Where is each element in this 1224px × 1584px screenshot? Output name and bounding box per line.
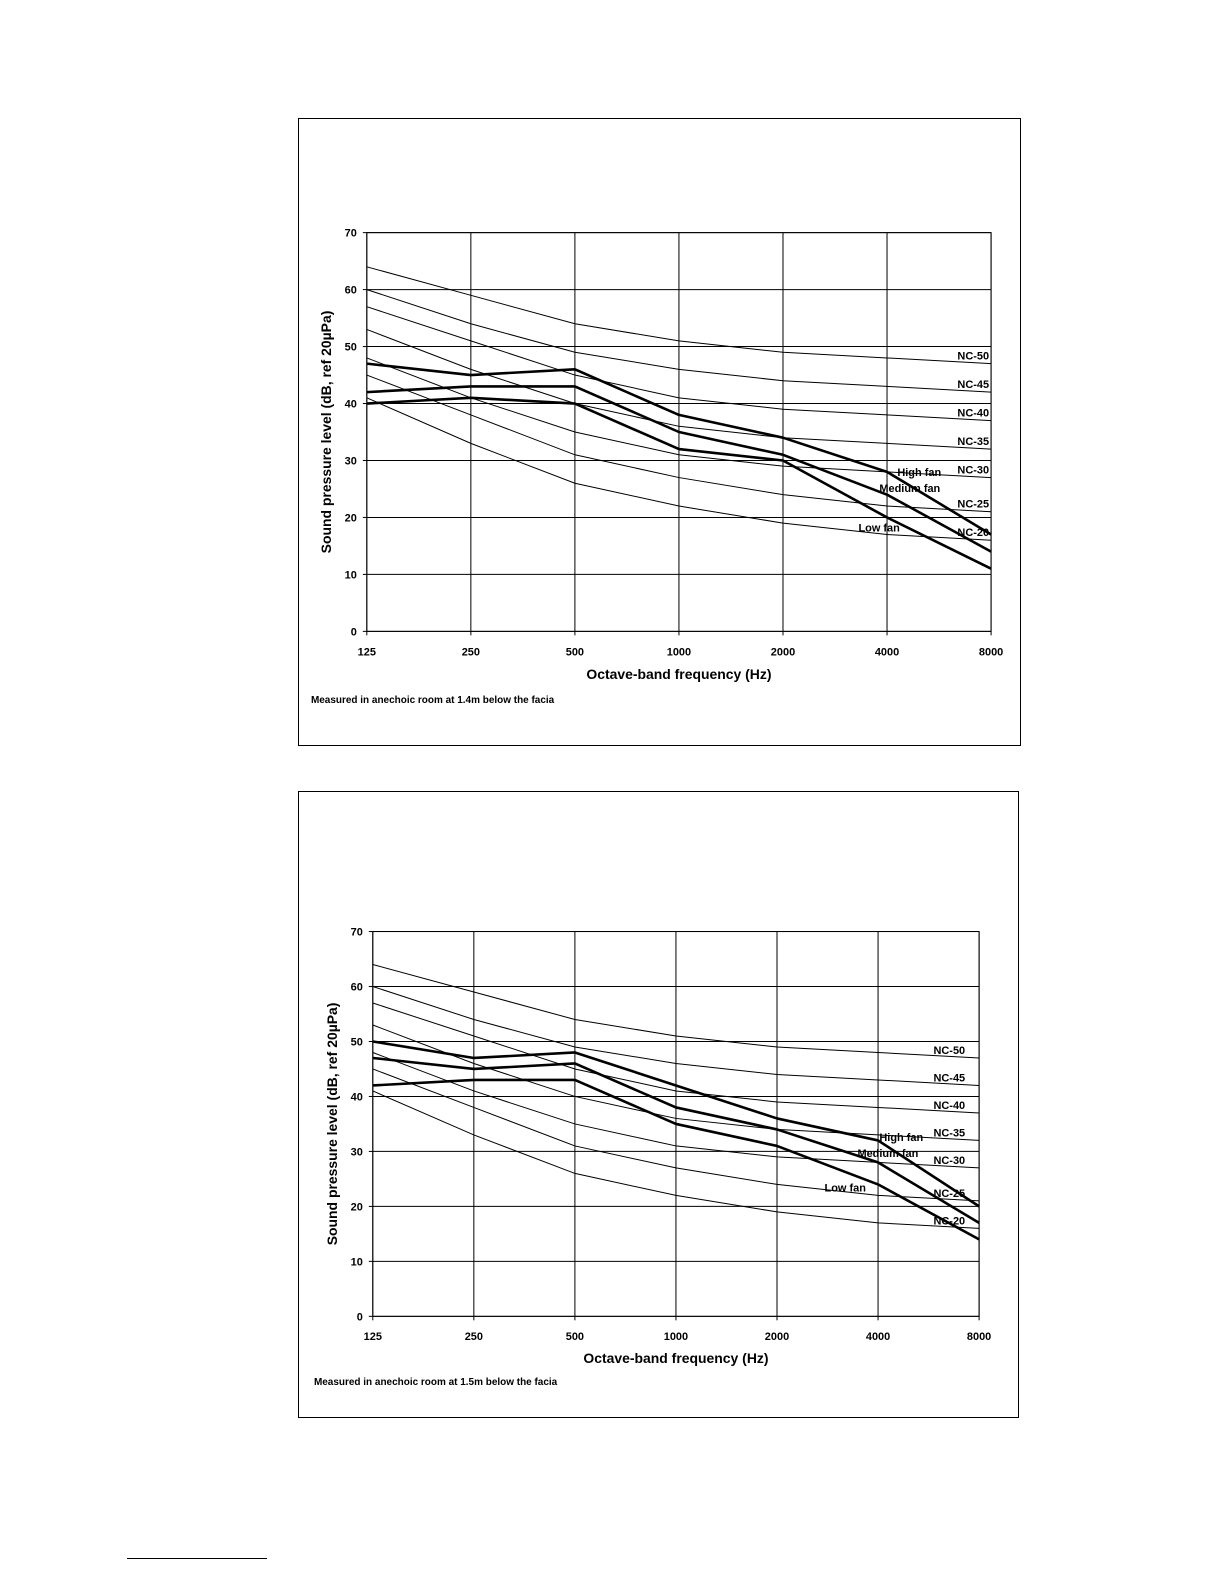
measurement-note: Measured in anechoic room at 1.4m below the facia (310, 695, 555, 707)
series-label: Medium fan (879, 482, 941, 495)
nc-curve-label: NC-50 (957, 350, 990, 363)
x-tick-label: 250 (461, 646, 480, 659)
x-axis-title: Octave-band frequency (Hz) (583, 1350, 769, 1367)
nc-curve-label: NC-20 (933, 1215, 966, 1228)
chart-panel-2 (298, 791, 1019, 1418)
nc-curve-label: NC-25 (957, 498, 990, 511)
series-label: Medium fan (857, 1147, 919, 1160)
x-tick-label: 500 (565, 646, 585, 659)
x-tick-label: 1000 (663, 1331, 689, 1344)
y-tick-label: 30 (344, 455, 357, 468)
x-tick-label: 500 (565, 1331, 585, 1344)
nc-curve-label: NC-30 (933, 1154, 966, 1167)
y-tick-label: 40 (344, 398, 357, 411)
y-tick-label: 10 (350, 1256, 363, 1269)
nc-curve-label: NC-25 (933, 1187, 966, 1200)
y-tick-label: 20 (344, 512, 357, 525)
y-tick-label: 50 (350, 1036, 363, 1049)
y-tick-label: 30 (350, 1146, 363, 1159)
x-tick-label: 4000 (865, 1331, 891, 1344)
x-tick-label: 125 (357, 646, 376, 659)
y-tick-label: 50 (344, 341, 357, 354)
series-label: Low fan (858, 522, 900, 535)
y-tick-label: 70 (350, 926, 363, 939)
nc-curve-label: NC-35 (957, 436, 990, 449)
y-tick-label: 60 (344, 284, 357, 297)
x-tick-label: 250 (464, 1331, 483, 1344)
x-tick-label: 125 (363, 1331, 382, 1344)
x-tick-label: 1000 (666, 646, 692, 659)
nc-curve-label: NC-40 (957, 407, 990, 420)
nc-curve-label: NC-30 (957, 464, 990, 477)
y-tick-label: 10 (344, 569, 357, 582)
y-axis-title: Sound pressure level (dB, ref 20µPa) (323, 1002, 340, 1246)
nc-curve-label: NC-20 (957, 527, 990, 540)
nc-curve-label: NC-45 (957, 379, 990, 392)
series-label: High fan (879, 1131, 924, 1144)
x-tick-label: 8000 (966, 1331, 992, 1344)
nc-curve-label: NC-45 (933, 1072, 966, 1085)
chart-2-svg (299, 792, 1018, 1417)
y-tick-label: 60 (350, 981, 363, 994)
x-tick-label: 4000 (874, 646, 900, 659)
x-tick-label: 8000 (978, 646, 1004, 659)
chart-1-svg (299, 119, 1020, 745)
chart-panel-1 (298, 118, 1021, 746)
y-axis-title: Sound pressure level (dB, ref 20µPa) (317, 310, 334, 554)
x-tick-label: 2000 (770, 646, 796, 659)
x-axis-title: Octave-band frequency (Hz) (586, 666, 772, 683)
measurement-note: Measured in anechoic room at 1.5m below the facia (313, 1377, 558, 1389)
nc-curve-label: NC-35 (933, 1127, 966, 1140)
y-tick-label: 70 (344, 227, 357, 240)
nc-curve-label: NC-40 (933, 1099, 966, 1112)
y-tick-label: 20 (350, 1201, 363, 1214)
series-label: Low fan (824, 1182, 866, 1195)
nc-curve-label: NC-50 (933, 1044, 966, 1057)
y-tick-label: 0 (350, 626, 357, 639)
series-label: High fan (897, 466, 942, 479)
x-tick-label: 2000 (764, 1331, 790, 1344)
footnote-rule (127, 1558, 267, 1559)
y-tick-label: 40 (350, 1091, 363, 1104)
y-tick-label: 0 (356, 1311, 363, 1324)
